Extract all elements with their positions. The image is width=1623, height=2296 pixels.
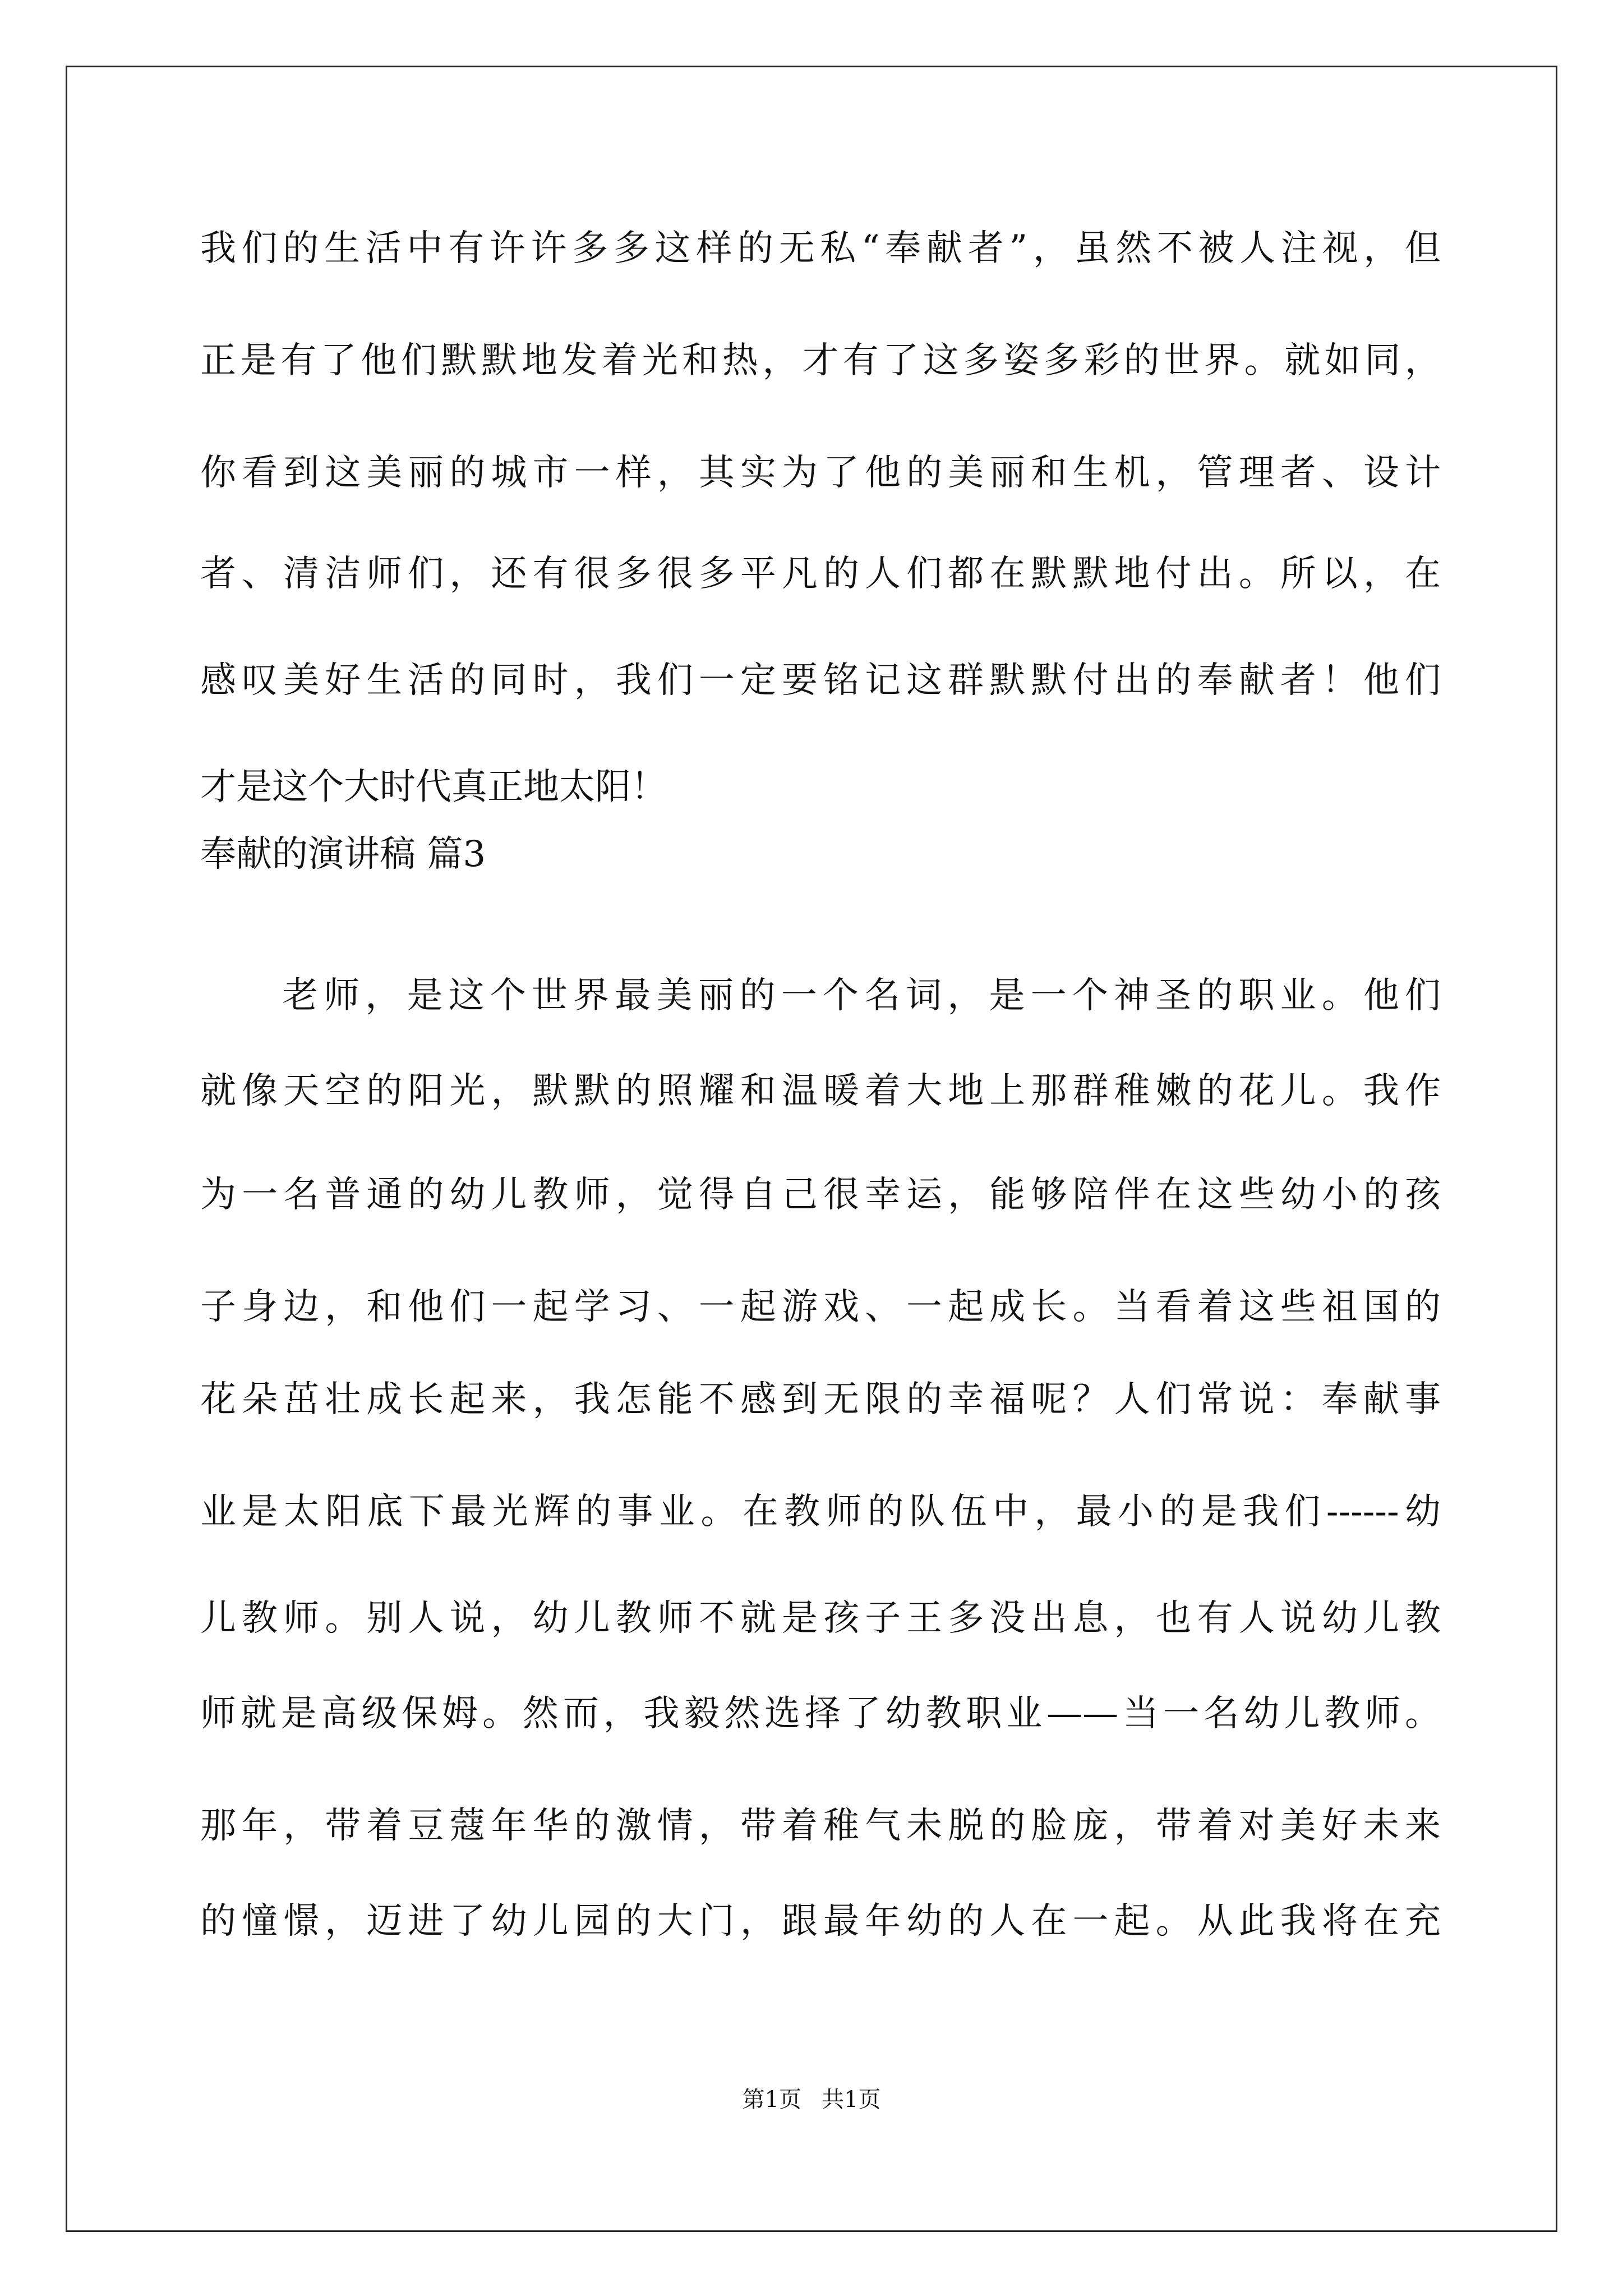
paragraph-line: 老师，是这个世界最美丽的一个名词，是一个神圣的职业。他们	[282, 975, 1441, 1016]
paragraph-line: 儿教师。别人说，幼儿教师不就是孩子王多没出息，也有人说幼儿教	[200, 1598, 1441, 1639]
paragraph-line: 那年，带着豆蔻年华的激情，带着稚气未脱的脸庞，带着对美好未来	[200, 1805, 1441, 1847]
paragraph-line: 就像天空的阳光，默默的照耀和温暖着大地上那群稚嫩的花儿。我作	[200, 1070, 1441, 1112]
paragraph-line: 子身边，和他们一起学习、一起游戏、一起成长。当看着这些祖国的	[200, 1286, 1441, 1328]
paragraph-line: 的憧憬，迈进了幼儿园的大门，跟最年幼的人在一起。从此我将在充	[200, 1901, 1441, 1942]
paragraph-line: 我们的生活中有许许多多这样的无私“奉献者”，虽然不被人注视，但	[200, 228, 1441, 269]
paragraph-line: 为一名普通的幼儿教师，觉得自己很幸运，能够陪伴在这些幼小的孩	[200, 1174, 1441, 1216]
paragraph-line: 正是有了他们默默地发着光和热，才有了这多姿多彩的世界。就如同，	[200, 340, 1441, 381]
paragraph-line: 感叹美好生活的同时，我们一定要铭记这群默默付出的奉献者！他们	[200, 660, 1441, 701]
paragraph-line: 你看到这美丽的城市一样，其实为了他的美丽和生机，管理者、设计	[200, 452, 1441, 494]
paragraph-line: 才是这个大时代真正地太阳！	[200, 766, 667, 808]
total-pages: 共1页	[822, 2087, 881, 2113]
paragraph-line: 师就是高级保姆。然而，我毅然选择了幼教职业——当一名幼儿教师。	[200, 1693, 1441, 1734]
paragraph-line: 者、清洁师们，还有很多很多平凡的人们都在默默地付出。所以，在	[200, 553, 1441, 595]
page-number: 第1页	[742, 2087, 801, 2113]
page-footer	[0, 2086, 1623, 2114]
section-heading: 奉献的演讲稿 篇3	[200, 834, 486, 875]
paragraph-line: 花朵茁壮成长起来，我怎能不感到无限的幸福呢？人们常说：奉献事	[200, 1379, 1441, 1420]
paragraph-line: 业是太阳底下最光辉的事业。在教师的队伍中，最小的是我们------幼	[200, 1491, 1441, 1533]
